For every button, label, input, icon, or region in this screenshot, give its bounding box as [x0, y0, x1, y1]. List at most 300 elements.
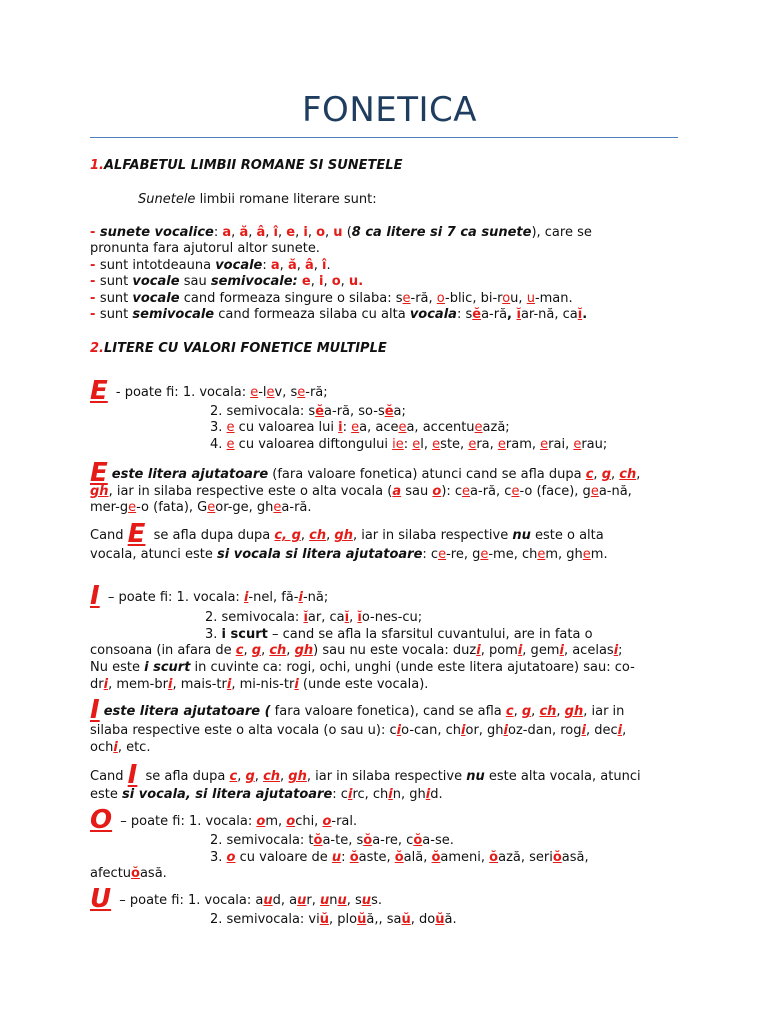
text-run: -blic, bi-r	[445, 291, 503, 306]
text-run: -ral.	[331, 814, 358, 829]
text-run: a-nă,	[598, 484, 632, 499]
text-run: ram,	[505, 437, 541, 452]
intotdeauna-line: - sunt intotdeauna vocale: a, ă, â, î.	[90, 258, 331, 273]
text-run: -nel, fă-	[248, 590, 299, 605]
text-run: 1.	[90, 158, 104, 173]
text-run: e	[226, 420, 235, 435]
letter-e-line3	[210, 420, 510, 436]
text-run: sunt	[99, 291, 133, 306]
text-run: c	[505, 704, 514, 719]
text-run: , acelas	[563, 643, 614, 658]
text-run: , iar in	[583, 704, 625, 719]
text-run: se afla dupa dupa	[149, 528, 275, 543]
text-run: gh	[334, 528, 353, 543]
text-run: ĕ	[315, 404, 325, 419]
text-run: ,	[531, 704, 540, 719]
text-run: ŭ	[401, 912, 411, 927]
text-run: ,	[243, 643, 252, 658]
text-run: sau	[179, 274, 211, 289]
text-run: i	[388, 787, 393, 802]
vocale-semivocale-line: - sunt vocale sau semivocale: e, i, o, u.	[90, 274, 364, 289]
e-ajutatoare-line3	[90, 500, 312, 516]
text-run: a-re, c	[372, 833, 414, 848]
text-run: cu valoarea lui	[234, 420, 339, 435]
text-run: sunt intotdeauna	[99, 258, 216, 273]
text-run: gh	[564, 704, 584, 719]
text-run: fara valoare fonetica), cand se afla	[270, 704, 506, 719]
text-run: 3.	[210, 850, 227, 865]
text-run: Sunetele	[138, 192, 196, 207]
text-run: u	[526, 291, 535, 306]
text-run: ,	[326, 528, 335, 543]
text-run: a-ră	[481, 307, 508, 322]
text-run: o-nes-cu;	[361, 610, 423, 625]
text-run: -re, g	[446, 547, 481, 562]
text-run: i	[103, 677, 109, 692]
text-run: , mem-br	[108, 677, 168, 692]
text-run: c	[229, 769, 238, 784]
text-run: o-can, ch	[401, 723, 462, 738]
text-run: r,	[306, 893, 320, 908]
e-cand-line1	[90, 519, 604, 549]
text-run: g	[245, 769, 255, 784]
text-run: , etc.	[117, 740, 151, 755]
text-run: ,	[636, 467, 641, 482]
section-2-heading	[90, 341, 387, 357]
text-run: gh	[294, 643, 314, 658]
text-run: , pom	[480, 643, 518, 658]
text-run: , mais-tr	[172, 677, 227, 692]
text-run: (unde este vocala).	[298, 677, 429, 692]
text-run: i	[517, 643, 523, 658]
text-run: vocale	[132, 274, 180, 289]
text-run: cand formeaza singure o silaba:	[179, 291, 396, 306]
text-run: i	[243, 590, 249, 605]
text-run: 2.	[90, 341, 104, 356]
text-run: î	[273, 225, 278, 240]
text-run: o	[432, 484, 442, 499]
text-run: Cand	[90, 528, 128, 543]
text-run: ,	[593, 467, 602, 482]
letter-i-line1	[90, 581, 329, 611]
text-run: ra,	[476, 437, 498, 452]
text-run: afectu	[90, 866, 132, 881]
text-run: o	[286, 814, 296, 829]
text-run: a-se.	[422, 833, 454, 848]
semivocale-silaba-line: - sunt semivocale cand formeaza silaba cu alta vocala: sĕa-ră, ĭar-nă, caĭ.	[90, 307, 588, 322]
text-run: si vocala, si litera ajutatoare	[122, 787, 333, 802]
text-run: 8 ca litere si 7 ca sunete	[351, 225, 532, 240]
i-cand-line2	[90, 787, 443, 803]
e-ajutatoare-line2	[90, 484, 632, 500]
text-run: ă.	[444, 912, 457, 927]
text-run: ,	[280, 769, 289, 784]
text-run: ĭ	[577, 307, 583, 322]
text-run: a-ră, c	[470, 484, 512, 499]
text-run: i scurt	[144, 660, 191, 675]
text-run: u	[331, 850, 342, 865]
text-run: ,	[286, 643, 295, 658]
letter-i-line6	[90, 677, 428, 693]
text-run: a	[392, 484, 402, 499]
text-run: O	[90, 805, 113, 835]
text-run: e	[582, 547, 591, 562]
letter-e-line4	[210, 437, 607, 453]
text-run: ,	[611, 467, 620, 482]
text-run: e	[573, 437, 582, 452]
text-run: 4.	[210, 437, 227, 452]
text-run: ,	[237, 769, 246, 784]
text-run: g	[601, 467, 611, 482]
letter-o-line4	[90, 866, 167, 882]
text-run: v, s	[274, 385, 298, 400]
text-run: , plo	[329, 912, 358, 927]
text-run: c	[585, 467, 594, 482]
text-run: sau	[401, 484, 433, 499]
text-run: u,	[510, 291, 527, 306]
letter-e-line1	[90, 376, 328, 406]
text-run: ŏ	[552, 850, 562, 865]
text-run: si vocala si litera ajutatoare	[217, 547, 423, 562]
text-run: ală,	[403, 850, 432, 865]
text-run: rc, ch	[352, 787, 389, 802]
text-run: , gem	[522, 643, 560, 658]
text-run: e	[273, 500, 282, 515]
text-run: – cand se afla la sfarsitul cuvantului, are in fata o	[267, 627, 593, 642]
text-run: i	[617, 723, 623, 738]
text-run: :	[341, 850, 350, 865]
text-run: i	[559, 643, 564, 658]
text-run: -ră;	[305, 385, 328, 400]
text-run: i	[613, 643, 619, 658]
text-run: u	[337, 893, 347, 908]
text-run: cand formeaza silaba cu alta	[214, 307, 410, 322]
text-run: ŏ	[363, 833, 373, 848]
text-run: -me, ch	[488, 547, 538, 562]
text-run: silaba respective este o alta vocala (o sau u): c	[90, 723, 397, 738]
text-run: vocale	[215, 258, 263, 273]
text-run: ie	[392, 437, 404, 452]
text-run: a, ace	[359, 420, 399, 435]
text-run: ŏ	[131, 866, 140, 881]
text-run: c	[235, 643, 244, 658]
text-run: – poate fi: 1. vocala:	[103, 590, 244, 605]
text-run: m.	[590, 547, 608, 562]
text-run: u	[333, 225, 343, 240]
text-run: a	[222, 225, 232, 240]
text-run: g	[521, 704, 532, 719]
text-run: in cuvinte ca: rogi, ochi, unghi (unde este litera ajutatoare) sau: co-	[190, 660, 635, 675]
i-ajutatoare-line1	[90, 695, 625, 725]
text-run: â	[304, 258, 314, 273]
text-run: dr	[90, 677, 104, 692]
text-run: e	[462, 484, 471, 499]
text-run: gh	[288, 769, 307, 784]
letter-i-line5	[90, 660, 635, 676]
text-run: c, g	[274, 528, 301, 543]
e-ajutatoare-line1	[90, 458, 641, 488]
text-run: s	[395, 291, 403, 306]
text-run: 3.	[205, 627, 222, 642]
text-run: rau;	[581, 437, 608, 452]
text-run: E	[127, 519, 146, 549]
text-run: este	[90, 787, 122, 802]
text-run: se afla dupa	[141, 769, 230, 784]
text-run: e	[398, 420, 407, 435]
text-run: i	[476, 643, 481, 658]
text-run: ază;	[482, 420, 510, 435]
text-run: vocala, atunci este	[90, 547, 218, 562]
text-run: or-ge, gh	[215, 500, 274, 515]
text-run: E	[90, 376, 108, 406]
text-run: or, gh	[465, 723, 504, 738]
text-run: e	[432, 437, 441, 452]
text-run: e	[226, 437, 235, 452]
text-run: vocale	[132, 291, 180, 306]
text-run: i	[113, 740, 118, 755]
text-run: i	[167, 677, 173, 692]
text-run: i	[581, 723, 586, 738]
text-run: 2. semivocala:	[205, 610, 304, 625]
text-run: i	[461, 723, 466, 738]
text-run: ch	[619, 467, 637, 482]
text-run: -l	[258, 385, 267, 400]
text-run: I	[90, 581, 100, 611]
text-run: :	[342, 420, 352, 435]
text-run: este litera ajutatoare	[111, 467, 269, 482]
text-run: este litera ajutatoare (	[103, 704, 271, 719]
text-run: e	[590, 484, 599, 499]
text-run: ) sau nu este vocala: duz	[313, 643, 477, 658]
text-run: ,	[556, 704, 565, 719]
text-run: ameni,	[440, 850, 490, 865]
text-run: u	[348, 274, 359, 289]
text-run: ŏ	[313, 833, 323, 848]
text-run: o	[226, 850, 236, 865]
text-run: este o alta	[530, 528, 604, 543]
text-run: ,	[622, 723, 627, 738]
text-run: ĭ	[303, 610, 308, 625]
vocalice-line2: pronunta fara ajutorul altor sunete.	[90, 241, 320, 256]
text-run: e	[474, 420, 483, 435]
text-run: d.	[430, 787, 443, 802]
text-run: 2. semivocala: s	[210, 404, 316, 419]
text-run: ŏ	[413, 833, 423, 848]
text-run: limbii romane literare sunt:	[195, 192, 377, 207]
text-run: ALFABETUL LIMBII ROMANE SI SUNETELE	[103, 158, 403, 173]
text-run: 2. semivocala: t	[210, 833, 314, 848]
text-run: ch	[309, 528, 327, 543]
text-run: a-te, s	[322, 833, 364, 848]
text-run: aste,	[358, 850, 395, 865]
text-run: a;	[393, 404, 406, 419]
text-run: e	[266, 385, 275, 400]
text-run: , iar in silaba respective	[352, 528, 513, 543]
text-run: ază, seri	[498, 850, 553, 865]
text-run: ŭ	[435, 912, 445, 927]
text-run: 2. semivocala: vi	[210, 912, 320, 927]
text-run: e	[438, 547, 447, 562]
text-run: ă	[287, 258, 297, 273]
text-run: n	[329, 893, 338, 908]
text-run: , iar in silaba respective este o alta vocala (	[108, 484, 393, 499]
text-run: - poate fi: 1. vocala:	[111, 385, 251, 400]
text-run: ,	[254, 769, 264, 784]
text-run: vocala	[409, 307, 457, 322]
text-run: ă,, sa	[366, 912, 402, 927]
letter-u-line1	[90, 884, 382, 914]
text-run: e	[480, 547, 489, 562]
text-run: ŭ	[357, 912, 367, 927]
text-run: e	[250, 385, 259, 400]
title-divider	[90, 137, 678, 138]
letter-e-line2	[210, 404, 406, 420]
text-run: sunete vocalice	[99, 225, 214, 240]
letter-o-line1	[90, 805, 358, 835]
text-run: chi,	[295, 814, 323, 829]
text-run: d, a	[272, 893, 298, 908]
text-run: s.	[371, 893, 382, 908]
letter-i-line2	[205, 610, 422, 626]
text-run: o	[436, 291, 445, 306]
text-run: , dec	[585, 723, 618, 738]
text-run: asă.	[139, 866, 167, 881]
text-run: 3.	[210, 420, 227, 435]
text-run: i	[338, 420, 343, 435]
text-run: I	[90, 695, 100, 725]
text-run: mer-g	[90, 500, 129, 515]
text-run: ar, ca	[307, 610, 345, 625]
text-run: î	[322, 258, 327, 273]
text-run: i	[226, 677, 232, 692]
text-run: cu valoare de	[235, 850, 332, 865]
text-run: ă	[239, 225, 249, 240]
text-run: e	[286, 225, 296, 240]
text-run: u	[361, 893, 372, 908]
letter-i-line4	[90, 643, 623, 659]
text-run: -nă;	[302, 590, 329, 605]
text-run: m, gh	[545, 547, 583, 562]
text-run: l,	[420, 437, 433, 452]
text-run: u	[297, 893, 307, 908]
text-run: rai,	[548, 437, 574, 452]
text-run: e	[207, 500, 216, 515]
text-run: – poate fi: 1. vocala: a	[115, 893, 264, 908]
text-run: o	[316, 225, 326, 240]
text-run: nu	[512, 528, 531, 543]
text-run: -o (fata), G	[136, 500, 208, 515]
text-run: :	[403, 437, 413, 452]
text-run: , mi-nis-tr	[231, 677, 295, 692]
text-run: .	[582, 307, 588, 322]
text-run: ŏ	[431, 850, 441, 865]
text-run: i	[425, 787, 431, 802]
letter-o-line2	[210, 833, 454, 849]
text-run: este alta vocala, atunci	[484, 769, 641, 784]
text-run: asă,	[561, 850, 589, 865]
text-run: ŭ	[319, 912, 330, 927]
text-run: ;	[618, 643, 623, 658]
text-run: i	[503, 723, 509, 738]
text-run: e	[351, 420, 360, 435]
text-run: och	[90, 740, 114, 755]
text-run: e	[540, 437, 549, 452]
text-run: ŏ	[394, 850, 404, 865]
text-run: sunt	[99, 307, 133, 322]
text-run: ,	[300, 528, 310, 543]
text-run: ŏ	[489, 850, 499, 865]
page-title: FONETICA	[302, 90, 478, 130]
text-run: oz-dan, rog	[508, 723, 582, 738]
text-run: e	[497, 437, 506, 452]
text-run: o	[322, 814, 332, 829]
text-run: â	[256, 225, 266, 240]
text-run: o	[502, 291, 511, 306]
text-run: e	[537, 547, 546, 562]
section-1-heading	[90, 158, 402, 174]
text-run: ,	[513, 704, 522, 719]
text-run: ĕ	[384, 404, 394, 419]
text-run: nu	[466, 769, 485, 784]
text-run: ĭ	[344, 610, 350, 625]
text-run: o	[331, 274, 341, 289]
text-run: ), care se	[531, 225, 592, 240]
text-run: g	[251, 643, 262, 658]
text-run: LITERE CU VALORI FONETICE MULTIPLE	[103, 341, 387, 356]
text-run: : c	[422, 547, 439, 562]
text-run: ĭ	[357, 610, 362, 625]
text-run: semivocale:	[210, 274, 298, 289]
text-run: i	[396, 723, 402, 738]
text-run: e	[412, 437, 421, 452]
text-run: a	[270, 258, 280, 273]
text-run: (fara valoare fonetica) atunci cand se afla dupa	[268, 467, 586, 482]
e-cand-line2	[90, 547, 608, 563]
text-run: ,	[261, 643, 270, 658]
text-run: ): c	[441, 484, 463, 499]
text-run: a-ră, so-s	[324, 404, 385, 419]
text-run: i	[298, 590, 303, 605]
text-run: i	[318, 274, 324, 289]
letter-u-line2	[210, 912, 457, 928]
text-run: , iar in silaba respective	[306, 769, 467, 784]
text-run: E	[90, 458, 108, 488]
i-ajutatoare-line2	[90, 723, 626, 739]
text-run: e	[301, 274, 311, 289]
text-run: -man.	[534, 291, 573, 306]
text-run: a, accentu	[406, 420, 475, 435]
text-run: , s	[346, 893, 362, 908]
text-run: U	[90, 884, 112, 914]
text-run: ,	[507, 307, 517, 322]
text-run: i scurt	[221, 627, 268, 642]
text-run: o	[256, 814, 266, 829]
letter-o-line3	[210, 850, 589, 866]
text-run: : s	[456, 307, 473, 322]
text-run: ar-nă, ca	[520, 307, 578, 322]
text-run: ĭ	[516, 307, 521, 322]
text-run: ŏ	[349, 850, 359, 865]
i-ajutatoare-line3	[90, 740, 150, 756]
text-run: e	[468, 437, 477, 452]
text-run: i	[294, 677, 299, 692]
text-run: ch	[539, 704, 557, 719]
letter-i-line3	[205, 627, 593, 643]
text-run: consoana (in afara de	[90, 643, 236, 658]
text-run: -	[90, 225, 100, 240]
text-run: ch	[263, 769, 281, 784]
text-run: m,	[265, 814, 287, 829]
